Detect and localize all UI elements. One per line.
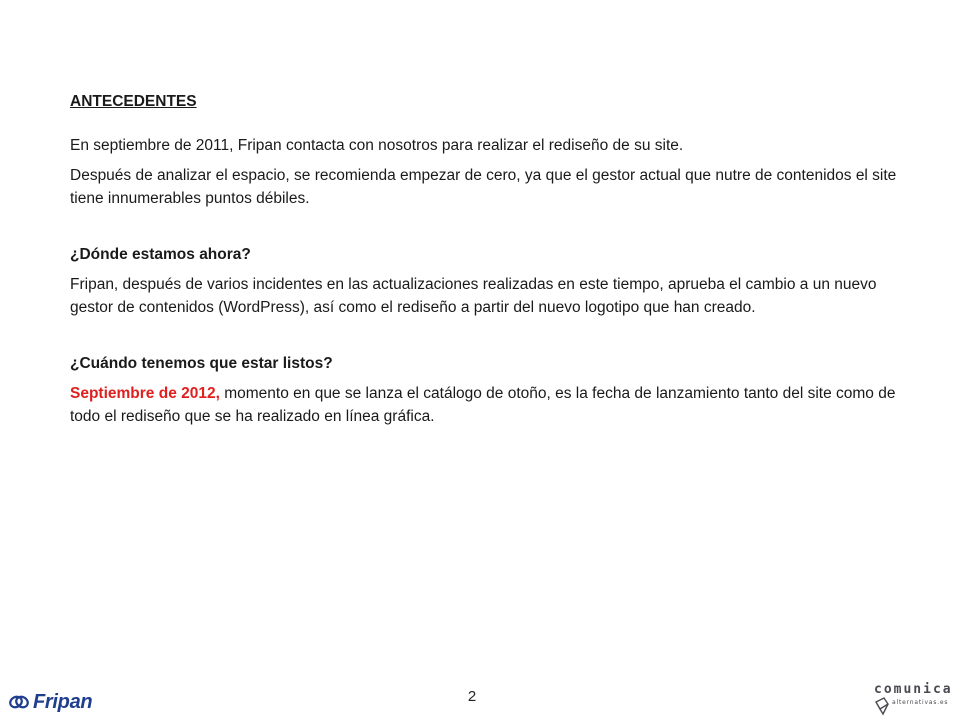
section-heading: ANTECEDENTES [70, 93, 197, 110]
answer-when-paragraph [70, 382, 900, 428]
fripan-mark-icon [8, 693, 30, 711]
comunica-mark-icon [874, 696, 892, 716]
comunica-tagline: alternativas.es [892, 699, 949, 706]
comunica-logo [870, 682, 954, 718]
page-number: 2 [467, 688, 477, 705]
answer-now-paragraph: Fripan, después de varios incidentes en las actualizaciones realizadas en este tiempo, aprueba el cambio a un nuevo gestor de contenidos (WordPress), así como el rediseño a partir del nuevo logotipo que han creado. [70, 276, 877, 316]
answer-when-text: momento en que se lanza el catálogo de otoño, es la fecha de lanzamiento tanto del site como de todo el rediseño que se ha realizado en línea gráfica. [70, 385, 896, 425]
comunica-logo-text: comunica [874, 682, 953, 697]
question-now: ¿Dónde estamos ahora? [70, 246, 251, 263]
question-when: ¿Cuándo tenemos que estar listos? [70, 355, 333, 372]
fripan-logo [8, 688, 92, 716]
date-highlight: Septiembre de 2012, [70, 385, 220, 402]
analysis-paragraph: Después de analizar el espacio, se recomienda empezar de cero, ya que el gestor actual que nutre de contenidos el site tiene innumerables puntos débiles. [70, 167, 897, 207]
fripan-logo-text: Fripan [33, 690, 93, 713]
intro-paragraph: En septiembre de 2011, Fripan contacta con nosotros para realizar el rediseño de su site. [70, 137, 684, 154]
slide-content [70, 90, 900, 428]
